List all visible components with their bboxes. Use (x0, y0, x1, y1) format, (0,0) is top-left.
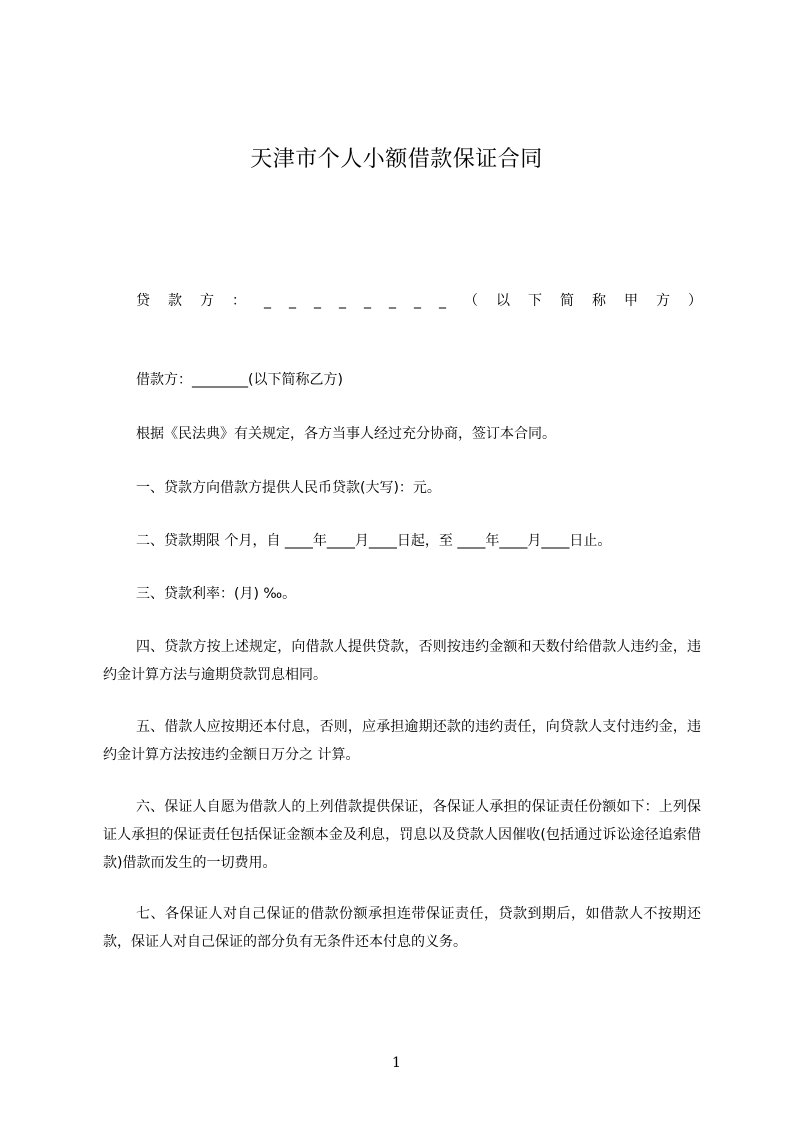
lender-char: _ (314, 293, 321, 309)
clause-5 (103, 713, 701, 769)
clause-6 (103, 793, 701, 877)
lender-char: ） (688, 293, 702, 309)
lender-char: _ (364, 293, 371, 309)
clause-7-text: 七、各保证人对自己保证的借款份额承担连带保证责任，贷款到期后，如借款人不按期还款，保证人对自己保证的部分负有无条件还本付息的义务。 (103, 906, 701, 950)
clause-1: 一、贷款方向借款方提供人民币贷款(大写)：元。 (136, 480, 441, 496)
lender-char: 方 (656, 293, 670, 309)
lender-char: _ (339, 293, 346, 309)
page-number: 1 (392, 1055, 401, 1071)
clause-4-text: 四、贷款方按上述规定，向借款人提供贷款，否则按违约金额和天数付给借款人违约金，违约金计算方法与逾期贷款罚息相同。 (103, 639, 701, 683)
lender-char: 简 (560, 293, 574, 309)
lender-char: 下 (528, 293, 542, 309)
intro-paragraph: 根据《民法典》有关规定，各方当事人经过充分协商，签订本合同。 (136, 426, 556, 442)
document-title: 天津市个人小额借款保证合同 (250, 147, 543, 172)
lender-char: 贷 (136, 293, 150, 309)
lender-line (136, 291, 702, 311)
lender-char: 方 (200, 293, 214, 309)
clause-4 (103, 633, 701, 689)
lender-char: _ (289, 293, 296, 309)
borrower-line: 借款方：________(以下简称乙方) (136, 372, 343, 388)
clause-5-text: 五、借款人应按期还本付息，否则，应承担逾期还款的违约责任，向贷款人支付违约金，违约金计算方法按违约金额日万分之 计算。 (103, 719, 701, 763)
lender-char: _ (439, 293, 446, 309)
clause-2: 二、贷款期限 个月，自 ____年____月____日起，至 ____年____月____日止。 (136, 533, 612, 549)
lender-char: 称 (592, 293, 606, 309)
lender-char: ： (232, 293, 246, 309)
clause-7 (103, 900, 701, 956)
lender-char: （ (464, 293, 478, 309)
lender-char: 甲 (624, 293, 638, 309)
clause-3: 三、贷款利率：(月) ‰。 (136, 586, 297, 602)
lender-char: _ (414, 293, 421, 309)
lender-char: 款 (168, 293, 182, 309)
clause-6-text: 六、保证人自愿为借款人的上列借款提供保证，各保证人承担的保证责任份额如下：上列保证人承担的保证责任包括保证金额本金及利息，罚息以及贷款人因催收(包括通过诉讼途径追索借款)借款而发生的一切费用。 (103, 799, 701, 871)
lender-char: _ (389, 293, 396, 309)
lender-char: 以 (496, 293, 510, 309)
lender-char: _ (264, 293, 271, 309)
